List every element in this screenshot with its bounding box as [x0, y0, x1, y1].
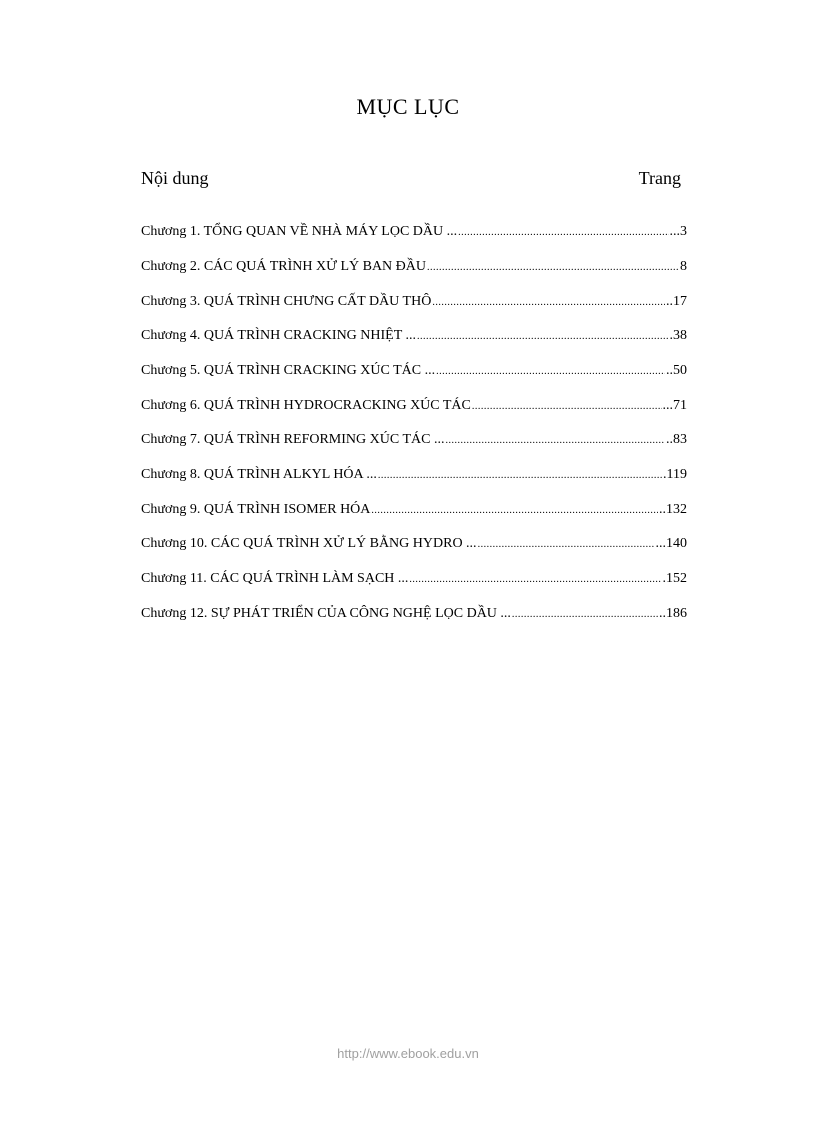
toc-entry-label: Chương 4. QUÁ TRÌNH CRACKING NHIỆT ...: [141, 328, 417, 343]
content-column-header: Nội dung: [141, 168, 209, 188]
toc-entry-page: 8: [680, 259, 687, 274]
toc-entry-chapter-5[interactable]: [141, 363, 687, 381]
toc-entry-chapter-2[interactable]: [141, 259, 687, 277]
toc-entry-page: ..17: [666, 294, 687, 309]
dot-leader: [427, 262, 679, 273]
page-column-header: Trang: [638, 168, 681, 188]
toc-entry-label: Chương 1. TỔNG QUAN VỀ NHÀ MÁY LỌC DẦU ...: [141, 224, 458, 239]
toc-entry-label: Chương 10. CÁC QUÁ TRÌNH XỬ LÝ BẰNG HYDRO ...: [141, 536, 477, 551]
toc-entry-page: .152: [662, 571, 687, 586]
dot-leader: [458, 227, 668, 238]
dot-leader: [378, 470, 662, 481]
toc-entry-label: Chương 3. QUÁ TRÌNH CHƯNG CẤT DẦU THÔ: [141, 294, 432, 309]
dot-leader: [436, 366, 665, 377]
dot-leader: [432, 297, 665, 308]
toc-entry-label: Chương 12. SỰ PHÁT TRIỂN CỦA CÔNG NGHỆ LỌC DẦU ...: [141, 606, 511, 621]
toc-entry-chapter-11[interactable]: [141, 571, 687, 589]
toc-entry-label: Chương 6. QUÁ TRÌNH HYDROCRACKING XÚC TÁC: [141, 398, 471, 413]
dot-leader: [417, 331, 668, 342]
toc-entry-page: ..50: [666, 363, 687, 378]
toc-entry-chapter-10[interactable]: [141, 536, 687, 554]
toc-entry-chapter-9[interactable]: [141, 502, 687, 520]
page-title: MỤC LỤC: [356, 94, 460, 119]
footer-url: http://www.ebook.edu.vn: [337, 1046, 479, 1061]
toc-entry-page: ..132: [659, 502, 687, 517]
dot-leader: [409, 574, 661, 585]
toc-entry-page: ...71: [662, 398, 687, 413]
toc-entry-chapter-7[interactable]: [141, 432, 687, 450]
toc-entry-page: ..186: [659, 606, 687, 621]
toc-entry-label: Chương 8. QUÁ TRÌNH ALKYL HÓA ...: [141, 467, 377, 482]
toc-entry-label: Chương 5. QUÁ TRÌNH CRACKING XÚC TÁC ...: [141, 363, 436, 378]
toc-entry-chapter-3[interactable]: [141, 294, 687, 312]
toc-entry-page: ...3: [669, 224, 687, 239]
toc-entry-label: Chương 9. QUÁ TRÌNH ISOMER HÓA: [141, 502, 371, 517]
dot-leader: [472, 401, 662, 412]
toc-entry-chapter-8[interactable]: [141, 467, 687, 485]
toc-entry-label: Chương 11. CÁC QUÁ TRÌNH LÀM SẠCH ...: [141, 571, 409, 586]
toc-entry-page: ..83: [666, 432, 687, 447]
toc-entry-page: .119: [663, 467, 687, 482]
toc-entry-chapter-12[interactable]: [141, 606, 687, 624]
toc-entry-page: .38: [669, 328, 687, 343]
dot-leader: [371, 505, 658, 516]
dot-leader: [512, 609, 658, 620]
toc-entry-label: Chương 2. CÁC QUÁ TRÌNH XỬ LÝ BAN ĐẦU: [141, 259, 426, 274]
dot-leader: [445, 435, 665, 446]
toc-entry-page: ...140: [655, 536, 687, 551]
dot-leader: [478, 539, 655, 550]
toc-entry-chapter-1[interactable]: [141, 224, 687, 242]
toc-entry-chapter-6[interactable]: [141, 398, 687, 416]
toc-entry-label: Chương 7. QUÁ TRÌNH REFORMING XÚC TÁC ...: [141, 432, 445, 447]
toc-entry-chapter-4[interactable]: [141, 328, 687, 346]
